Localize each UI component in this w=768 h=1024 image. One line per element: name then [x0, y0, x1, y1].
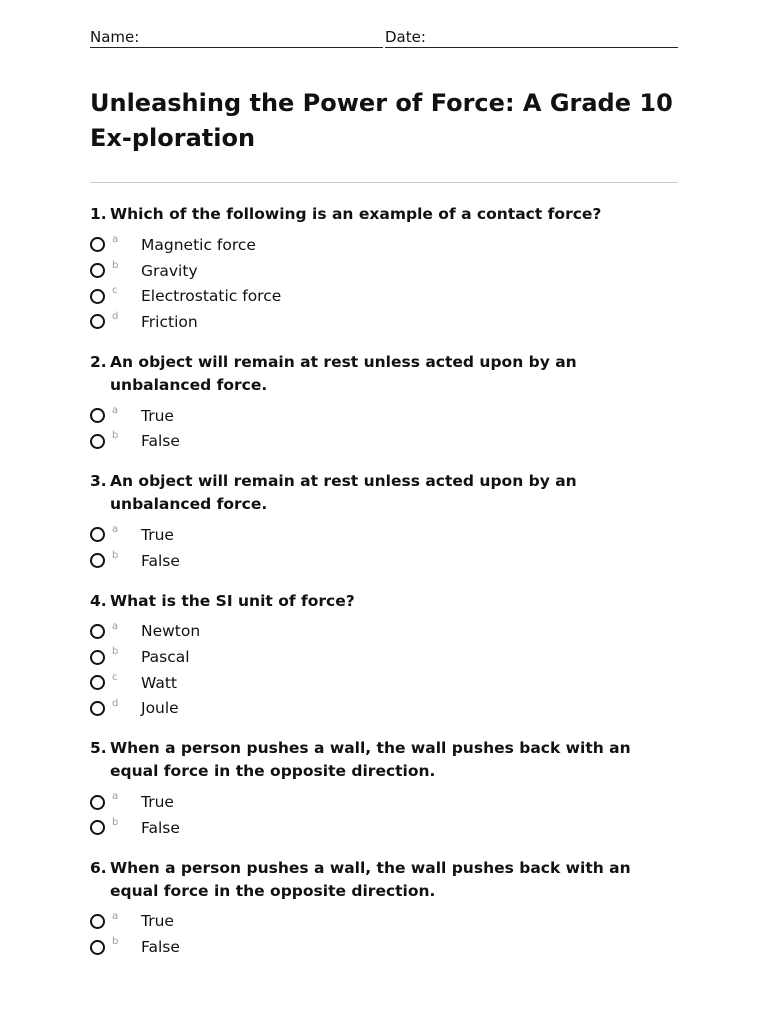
question-3 — [90, 470, 678, 573]
question-text — [90, 737, 678, 783]
option-letter: d — [112, 697, 119, 709]
name-label: Name: — [90, 28, 140, 46]
option-label: True — [141, 912, 174, 931]
question-text — [90, 590, 678, 613]
radio-button[interactable] — [90, 263, 105, 278]
radio-button[interactable] — [90, 940, 105, 955]
option-label: Magnetic force — [141, 235, 256, 254]
question-text — [90, 203, 678, 226]
question-prompt: Which of the following is an example of a contact force? — [110, 205, 602, 223]
question-text — [90, 351, 678, 397]
answer-option[interactable] — [90, 522, 678, 548]
answer-option[interactable] — [90, 258, 678, 284]
question-prompt: An object will remain at rest unless acted upon by an unbalanced force. — [110, 472, 577, 514]
option-letter: c — [112, 285, 118, 297]
radio-button[interactable] — [90, 624, 105, 639]
question-prompt: When a person pushes a wall, the wall pushes back with an equal force in the opposite direction. — [110, 739, 631, 781]
question-number: 4. — [90, 591, 107, 610]
option-letter: a — [112, 234, 119, 245]
option-label: True — [141, 525, 174, 544]
answer-option[interactable] — [90, 644, 678, 670]
radio-button[interactable] — [90, 820, 105, 835]
name-field[interactable] — [90, 24, 383, 48]
option-letter: a — [112, 620, 119, 632]
answer-option[interactable] — [90, 934, 678, 960]
option-letter: a — [112, 791, 119, 803]
answer-option[interactable] — [90, 815, 678, 841]
option-label: True — [141, 406, 174, 425]
option-label: Friction — [141, 312, 198, 331]
question-text — [90, 857, 678, 903]
date-label: Date: — [385, 28, 426, 46]
option-label: Gravity — [141, 261, 198, 280]
option-letter: b — [112, 646, 119, 658]
answer-option[interactable] — [90, 428, 678, 454]
radio-button[interactable] — [90, 434, 105, 449]
date-field[interactable] — [385, 24, 678, 48]
question-6 — [90, 857, 678, 960]
option-label: Watt — [141, 673, 177, 692]
question-prompt: What is the SI unit of force? — [110, 591, 355, 610]
radio-button[interactable] — [90, 408, 105, 423]
option-label: Newton — [141, 622, 201, 641]
answer-option[interactable] — [90, 283, 678, 309]
answer-option[interactable] — [90, 696, 678, 722]
answer-option[interactable] — [90, 619, 678, 645]
radio-button[interactable] — [90, 289, 105, 304]
question-5 — [90, 737, 678, 840]
option-letter: b — [112, 936, 119, 948]
answer-option[interactable] — [90, 909, 678, 935]
answer-option[interactable] — [90, 232, 678, 258]
question-prompt: When a person pushes a wall, the wall pushes back with an equal force in the opposite direction. — [110, 858, 631, 900]
option-label: False — [141, 818, 180, 837]
option-letter: a — [112, 404, 119, 416]
answer-option[interactable] — [90, 403, 678, 429]
question-text — [90, 470, 678, 516]
question-2 — [90, 351, 678, 454]
answer-option[interactable] — [90, 309, 678, 335]
option-letter: c — [112, 671, 118, 683]
option-label: Electrostatic force — [141, 287, 282, 306]
answer-option[interactable] — [90, 670, 678, 696]
option-label: Joule — [141, 699, 179, 718]
question-1 — [90, 203, 678, 335]
option-letter: b — [112, 549, 119, 561]
option-letter: a — [112, 910, 119, 922]
radio-button[interactable] — [90, 701, 105, 716]
radio-button[interactable] — [90, 795, 105, 810]
radio-button[interactable] — [90, 314, 105, 329]
option-letter: a — [112, 524, 119, 536]
option-letter: b — [112, 816, 119, 828]
question-number: 3. — [90, 472, 107, 491]
question-number: 2. — [90, 352, 107, 371]
header-fields — [90, 24, 678, 48]
answer-option[interactable] — [90, 789, 678, 815]
question-number: 6. — [90, 858, 107, 877]
option-label: True — [141, 793, 174, 812]
radio-button[interactable] — [90, 527, 105, 542]
question-prompt: An object will remain at rest unless acted upon by an unbalanced force. — [110, 352, 577, 394]
option-label: False — [141, 432, 180, 451]
radio-button[interactable] — [90, 675, 105, 690]
option-letter: d — [112, 311, 119, 323]
option-label: False — [141, 551, 180, 570]
answer-option[interactable] — [90, 548, 678, 574]
question-number: 5. — [90, 739, 107, 758]
question-number: 1. — [90, 205, 107, 223]
title-divider — [90, 182, 678, 183]
option-label: Pascal — [141, 648, 190, 667]
question-4 — [90, 590, 678, 722]
question-list — [90, 203, 678, 976]
radio-button[interactable] — [90, 237, 105, 252]
option-letter: b — [112, 430, 119, 442]
radio-button[interactable] — [90, 650, 105, 665]
page-title: Unleashing the Power of Force: A Grade 10 Ex-ploration — [90, 89, 673, 152]
radio-button[interactable] — [90, 914, 105, 929]
radio-button[interactable] — [90, 553, 105, 568]
option-letter: b — [112, 259, 119, 271]
option-label: False — [141, 938, 180, 957]
